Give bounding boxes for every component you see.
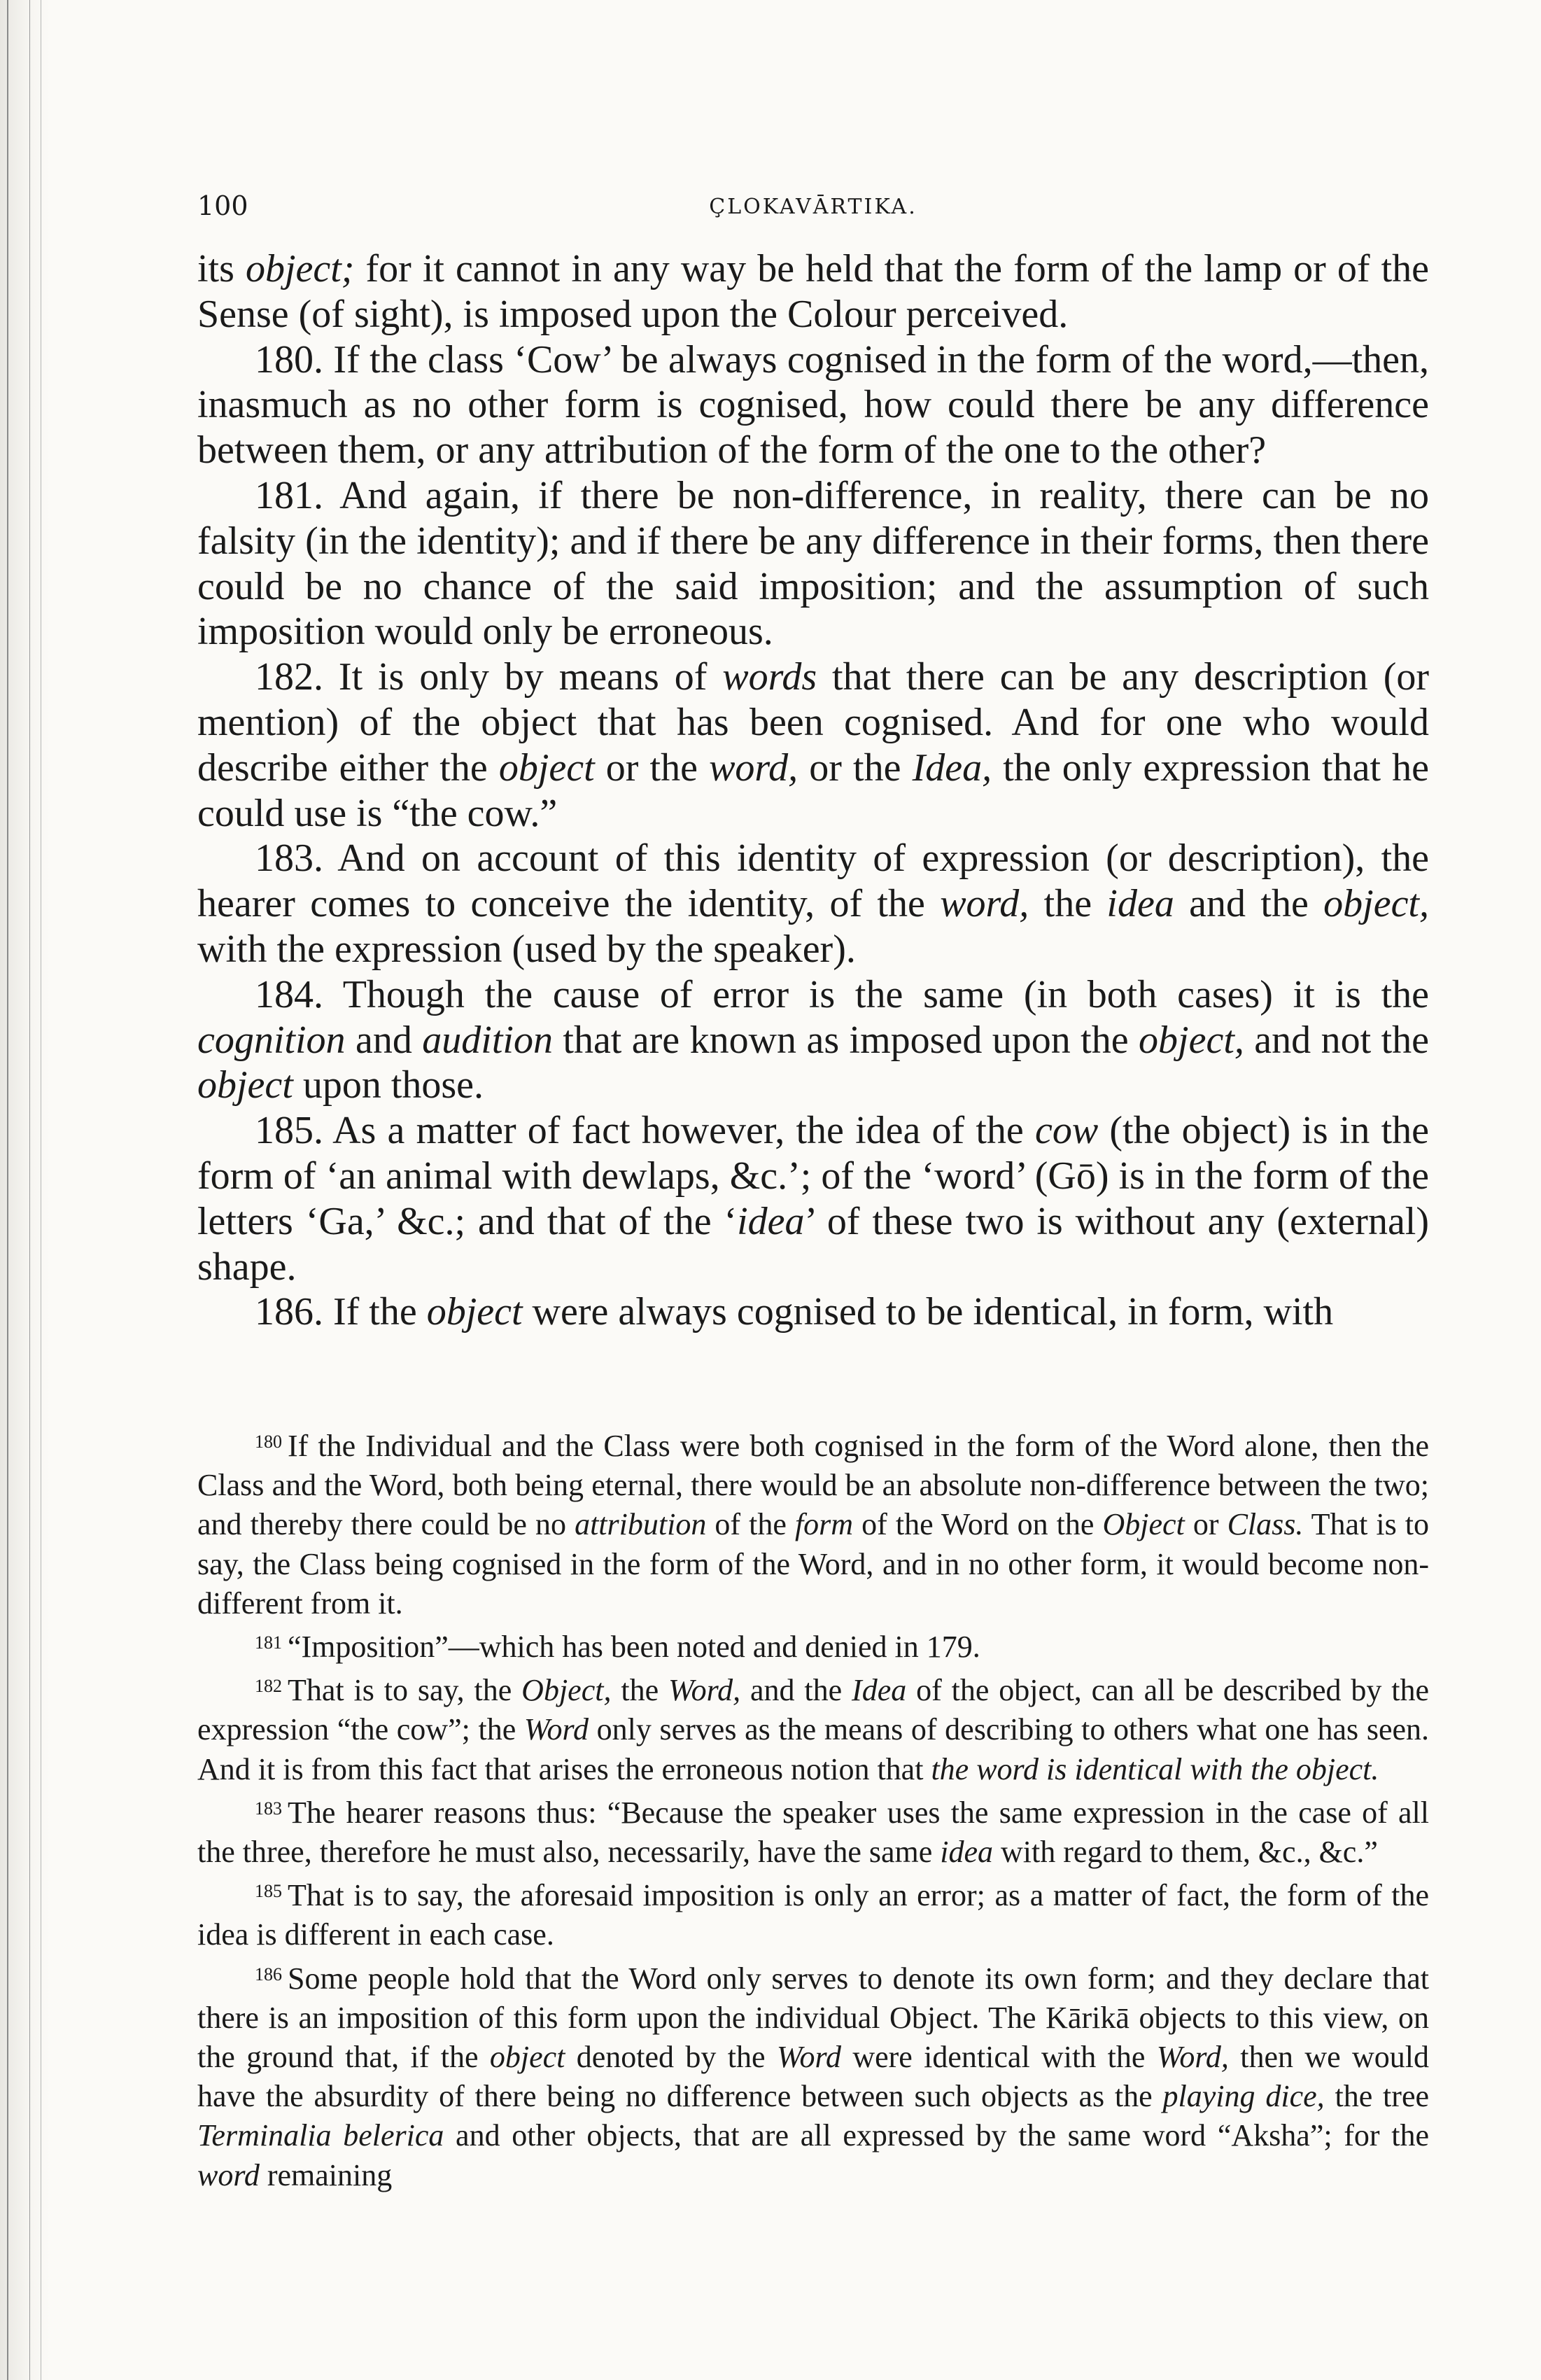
footnote-number: 186	[255, 1963, 282, 1984]
text-run: or the	[798, 746, 913, 790]
footnote-number: 181	[255, 1632, 282, 1653]
paragraph	[197, 246, 1429, 337]
text-run: the	[1029, 882, 1107, 926]
footnote-text	[197, 1795, 1429, 1869]
footnote-number: 180	[255, 1432, 282, 1452]
italic-text-run: Word,	[668, 1673, 741, 1708]
italic-text-run: object	[426, 1290, 523, 1334]
text-run: or the	[594, 746, 710, 790]
text-run: and the	[1174, 882, 1324, 926]
footnote-180	[197, 1422, 1429, 1623]
italic-text-run: object	[489, 2040, 565, 2075]
text-run: ’ of these two is without any (external) shape.	[197, 1199, 1430, 1289]
footnotes	[197, 1422, 1429, 2195]
text-run: that are known as imposed upon the	[552, 1018, 1139, 1062]
paragraph-184	[197, 972, 1429, 1108]
page-header	[197, 190, 1429, 232]
footnote-text	[197, 1961, 1429, 2192]
text-run: That is to say, the	[288, 1673, 522, 1708]
text-run: for it cannot in any way be held that the form of the lamp or of the Sense (of sight), is imposed upon the Colour perceived.	[197, 247, 1429, 336]
footnote-number: 182	[255, 1676, 282, 1697]
italic-text-run: Idea	[852, 1673, 907, 1708]
text-run: If the Individual and the Class were both cognised in the form of the Word alone, then the Class and the Word, both being eternal, there would be an absolute non-difference between the two; and thereby there could be no	[197, 1429, 1429, 1542]
footnote-181	[197, 1623, 1429, 1667]
italic-text-run: cognition	[197, 1018, 346, 1062]
text-run: of the Word on the	[853, 1507, 1103, 1542]
italic-text-run: Object	[1102, 1507, 1185, 1542]
paragraph-185	[197, 1108, 1429, 1289]
footnote-185	[197, 1872, 1429, 1954]
text-run: denoted by the	[565, 2040, 777, 2075]
text-run: 180. If the class ‘Cow’ be always cognised in the form of the word,—then, inasmuch as no other form is cognised, how could there be any difference between them, or any attribution of the form of the one to the other?	[197, 337, 1429, 472]
text-run: were always cognised to be identical, in form, with	[522, 1290, 1334, 1334]
text-run: 182. It is only by means of	[255, 655, 723, 699]
binding-line	[29, 0, 30, 2380]
italic-text-run: idea	[737, 1199, 805, 1243]
text-run: or	[1184, 1507, 1227, 1542]
italic-text-run: Word	[776, 2040, 841, 2075]
text-run: (the object) is in the form of ‘an animal with dewlaps, &c.’; of the ‘word’ (Gō) is in the form of the letters ‘Ga,’ &c.; and that of the ‘	[197, 1109, 1429, 1243]
italic-text-run: word	[197, 2157, 260, 2192]
italic-text-run: the word is identical with the object.	[931, 1751, 1379, 1786]
text-run: were identical with the	[840, 2040, 1157, 2075]
running-title: ÇLOKAVĀRTIKA.	[709, 195, 917, 219]
italic-text-run: word,	[940, 882, 1029, 926]
text-run: the only expression that he could use is “the cow.”	[197, 746, 1429, 835]
footnote-text	[197, 1429, 1429, 1620]
text-run: Some people hold that the Word only serves to denote its own form; and they declare that there is an imposition of this form upon the individual Object. The Kārikā objects to this view, on the ground that, if the	[197, 1961, 1429, 2075]
italic-text-run: Terminalia belerica	[197, 2118, 444, 2153]
text-run: with regard to them, &c., &c.”	[993, 1835, 1378, 1870]
footnote-182	[197, 1667, 1429, 1789]
italic-text-run: playing dice,	[1162, 2079, 1325, 2114]
italic-text-run: Class.	[1227, 1507, 1304, 1542]
paragraph-181	[197, 473, 1429, 654]
text-run: then we would have the absurdity of there being no difference between such objects as the	[197, 2040, 1430, 2114]
text-run: The hearer reasons thus: “Because the speaker uses the same expression in the case of all the three, therefore he must also, necessarily, have the same	[197, 1795, 1429, 1870]
footnote-text	[197, 1878, 1429, 1952]
footnote-number: 185	[255, 1881, 282, 1902]
text-run: “Imposition”—which has been noted and denied in 179.	[288, 1630, 980, 1665]
italic-text-run: object	[498, 746, 595, 790]
italic-text-run: idea	[940, 1835, 994, 1870]
italic-text-run: object,	[1139, 1018, 1244, 1062]
italic-text-run: Word	[523, 1712, 589, 1747]
text-run: 186. If the	[255, 1290, 427, 1334]
footnote-183	[197, 1789, 1429, 1872]
italic-text-run: object	[197, 1063, 293, 1107]
text-run: only serves as the means of describing to others what one has seen. And it is from this fact that arises the erroneous notion that	[197, 1712, 1429, 1786]
italic-text-run: object,	[1323, 882, 1429, 926]
text-run: and	[345, 1018, 423, 1062]
page-number: 100	[197, 190, 248, 221]
text-run: of the	[706, 1507, 795, 1542]
text-run: That is to say, the Class being cognised in the form of the Word, and in no other form, it would become non-different from it.	[197, 1507, 1430, 1620]
footnote-text	[288, 1630, 980, 1664]
text-run: that there can be any description (or mention) of the object that has been cognised. And for one who would describe either the	[197, 655, 1430, 790]
italic-text-run: cow	[1034, 1109, 1099, 1153]
text-run: and not the	[1244, 1018, 1430, 1062]
paragraph-182	[197, 654, 1429, 836]
text-run: the	[611, 1673, 668, 1708]
paragraph-186	[197, 1289, 1429, 1335]
text-run: of the object, can all be described by the expression “the cow”; the	[197, 1673, 1429, 1747]
text-run: That is to say, the aforesaid imposition is only an error; as a matter of fact, the form of the idea is different in each case.	[197, 1878, 1429, 1952]
italic-text-run: word,	[709, 746, 798, 790]
italic-text-run: idea	[1106, 882, 1174, 926]
italic-text-run: attribution	[575, 1507, 707, 1542]
text-run: with the expression (used by the speaker).	[197, 927, 856, 971]
footnote-186	[197, 1955, 1429, 2195]
text-run: 184. Though the cause of error is the same (in both cases) it is the	[255, 972, 1429, 1016]
text-run: 183. And on account of this identity of expression (or description), the hearer comes to conceive the identity, of the	[197, 836, 1429, 926]
italic-text-run: Object,	[521, 1673, 612, 1708]
main-text	[197, 246, 1429, 1335]
text-run: the tree	[1324, 2079, 1429, 2114]
text-run: and other objects, that are all expressed by the same word “Aksha”; for the	[444, 2118, 1429, 2153]
text-run: upon those.	[293, 1063, 484, 1107]
italic-text-run: audition	[422, 1018, 553, 1062]
italic-text-run: words	[722, 655, 817, 699]
text-run: remaining	[259, 2157, 393, 2192]
italic-text-run: Idea,	[912, 746, 992, 790]
text-run: and the	[740, 1673, 852, 1708]
italic-text-run: form	[794, 1507, 854, 1542]
footnote-text	[197, 1673, 1429, 1786]
binding-line	[7, 0, 8, 2380]
text-run: its	[197, 247, 246, 290]
footnote-number: 183	[255, 1798, 282, 1819]
italic-text-run: object;	[245, 247, 355, 290]
paragraph-180	[197, 337, 1429, 473]
italic-text-run: Word,	[1156, 2040, 1229, 2075]
text-run: 185. As a matter of fact however, the idea of the	[255, 1109, 1035, 1153]
text-run: 181. And again, if there be non-difference, in reality, there can be no falsity (in the identity); and if there be any difference in their forms, then there could be no chance of the said imposition; and the assumption of such imposition would only be erroneous.	[197, 473, 1429, 654]
paragraph-183	[197, 836, 1429, 972]
